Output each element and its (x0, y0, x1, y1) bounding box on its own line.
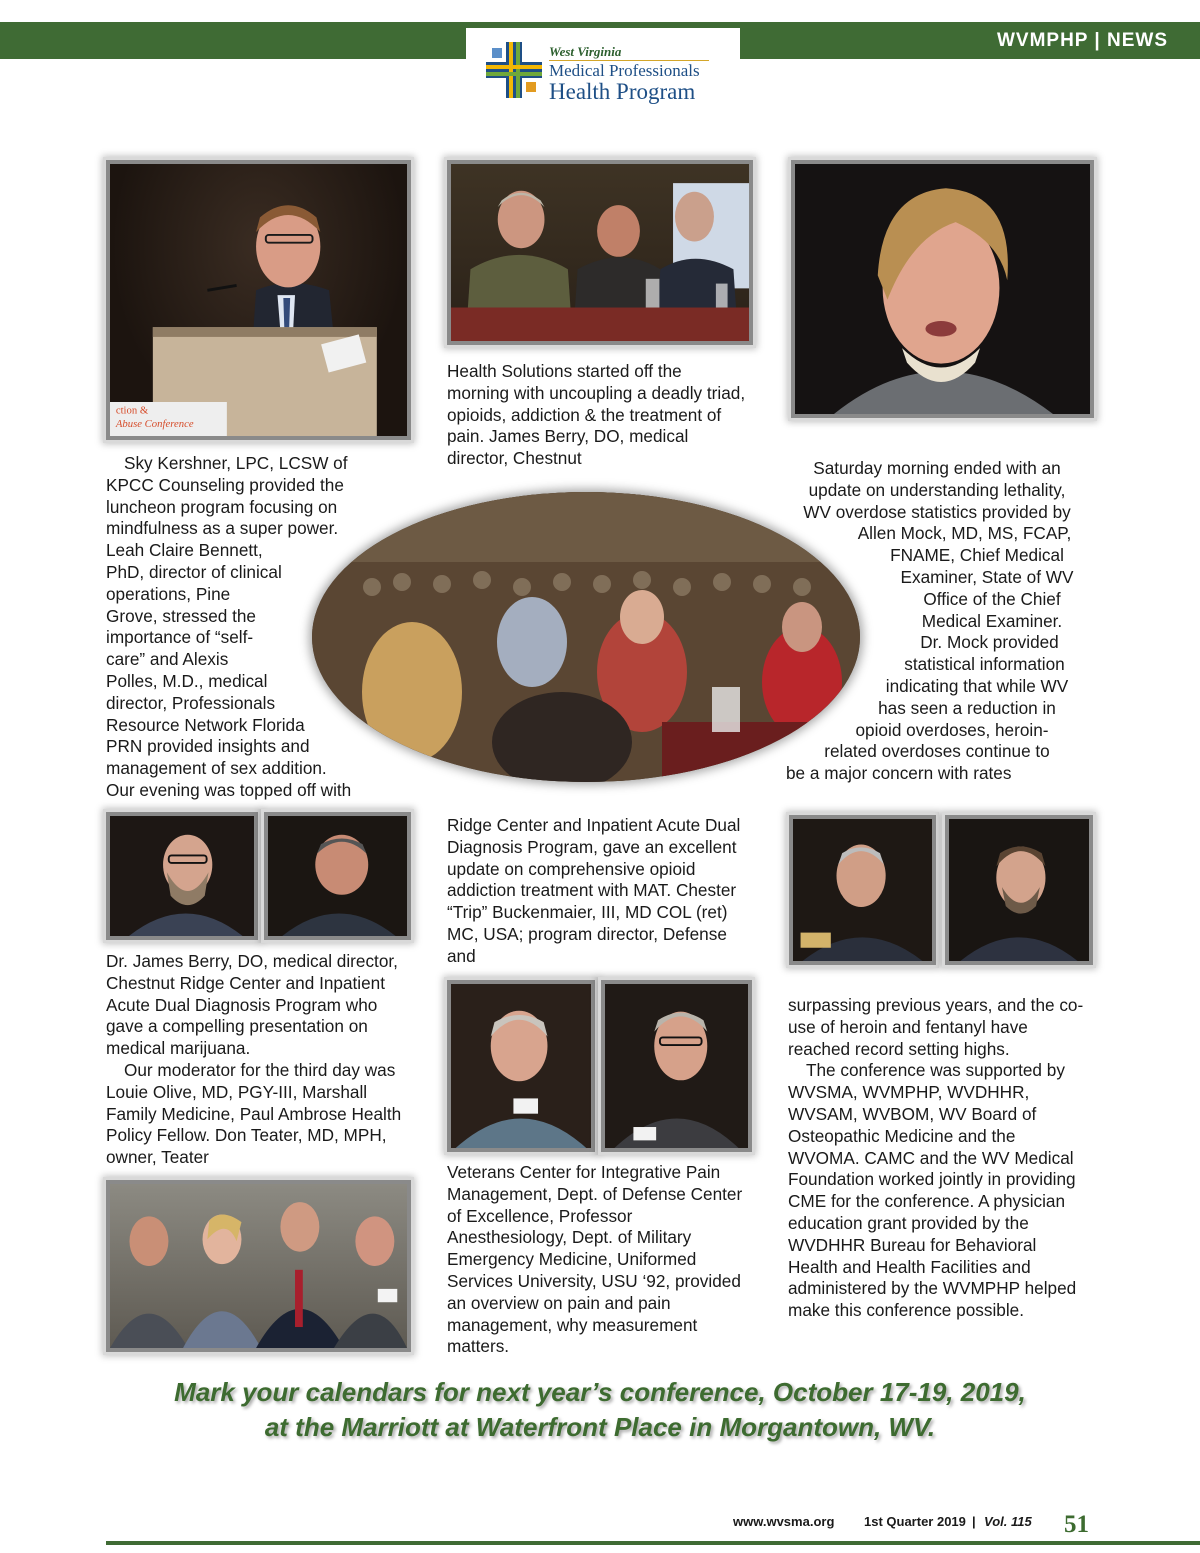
footer-quarter: 1st Quarter 2019 (864, 1514, 966, 1529)
text-line: indicating that while WV (885, 675, 1069, 696)
text-line: Medical Examiner. (921, 610, 1063, 631)
text-line: statistical information (904, 654, 1065, 675)
paragraph: The conference was supported by WVSMA, WVMPHP, WVDHHR, WVSAM, WVBOM, WV Board of Osteopathic Medicine and the WVOMA. CAMC and the WV Medical Foundation worked jointly in providing CME for the conference. A physician education grant provided by the WVDHHR Bureau for Behavioral Health and Health Facilities and administered by the WVMPHP helped make this conference possible. (788, 1060, 1077, 1321)
wvmphp-logo (466, 28, 740, 106)
section-label: WVMPHP | NEWS (996, 30, 1168, 51)
text-line: operations, Pine (106, 583, 231, 604)
text-line: KPCC Counseling provided the (106, 474, 344, 495)
text-line: Allen Mock, MD, MS, FCAP, (857, 523, 1072, 544)
text-line: PhD, director of clinical (106, 561, 282, 582)
logo-line-2: Medical Professionals (549, 61, 700, 80)
text-line: director, Professionals (106, 692, 276, 713)
text-line: management of sex addition. (106, 758, 327, 779)
text-line: FNAME, Chief Medical (890, 545, 1064, 566)
photo-speaker-podium (106, 160, 411, 440)
middle-column-bottom-text: Veterans Center for Integrative Pain Management, Dept. of Defense Center of Excellence, Professor Anesthesiology, Dept. of Military Emergency Medicine, Uniformed Services University, USU ‘92, provided an overview on pain and pain management, why measurement matters. (447, 1162, 743, 1357)
footer-website: www.wvsma.org (733, 1514, 835, 1529)
text-line: Examiner, State of WV (900, 566, 1074, 587)
text-line: be a major concern with rates (786, 763, 1012, 784)
photo-james-berry (106, 812, 258, 940)
photo-speaker-beard (945, 815, 1093, 965)
middle-column-mid-text: Ridge Center and Inpatient Acute Dual Diagnosis Program, gave an excellent update on comprehensive opioid addiction treatment with MAT. Chester “Trip” Buckenmaier, III, MD COL (ret) MC, USA; program director, Defense and (447, 815, 741, 966)
next-conference-callout (0, 1375, 1200, 1445)
text-line: related overdoses continue to (824, 741, 1050, 762)
text-line: Resource Network Florida (106, 714, 305, 735)
text-line: update on understanding lethality, (808, 479, 1066, 500)
podium-sign-text-1: ction & (115, 404, 149, 417)
callout-line-2: at the Marriott at Waterfront Place in Morgantown, WV. (264, 1412, 936, 1442)
photo-senator-speaking (791, 160, 1094, 418)
text-line: Saturday morning ended with an (813, 458, 1061, 478)
logo-line-3: Health Program (549, 79, 696, 104)
text-line: Grove, stressed the (106, 605, 256, 626)
text-line: Polles, M.D., medical (106, 670, 268, 691)
paragraph: Dr. James Berry, DO, medical director, Chestnut Ridge Center and Inpatient Acute Dual Diagnosis Program who gave a compelling presentation on medical marijuana. (106, 951, 398, 1059)
text-line: WV overdose statistics provided by (803, 501, 1071, 522)
right-column-bottom-text (788, 995, 1088, 1322)
callout-line-1: Mark your calendars for next year’s conference, October 17-19, 2019, (174, 1377, 1026, 1407)
text-line: luncheon program focusing on (106, 496, 338, 517)
photo-conference-audience (312, 492, 860, 782)
text-line: Dr. Mock provided (920, 632, 1059, 653)
photo-dr-mock (789, 815, 936, 965)
footer-separator: | (972, 1514, 976, 1529)
paragraph: Our moderator for the third day was Louie Olive, MD, PGY-III, Marshall Family Medicine, Paul Ambrose Health Policy Fellow. Don Teater, MD, MPH, owner, Teater (106, 1059, 402, 1168)
podium-sign-text-2: Abuse Conference (115, 418, 194, 431)
photo-panel-discussion (447, 160, 753, 345)
photo-don-teater (264, 812, 411, 940)
left-column-bottom-text (106, 951, 406, 1169)
middle-column-top-text: Health Solutions started off the morning with uncoupling a deadly triad, opioids, addiction & the treatment of pain. James Berry, DO, medical director, Chestnut (447, 361, 746, 469)
text-line: mindfulness as a super power. (106, 518, 339, 539)
footer-volume: Vol. 115 (984, 1514, 1032, 1529)
text-line: care” and Alexis (106, 649, 229, 670)
logo-cross-icon (486, 42, 542, 98)
text-line: Our evening was topped off with (106, 779, 352, 800)
logo-state: West Virginia (549, 44, 709, 61)
text-line: Office of the Chief (923, 588, 1061, 609)
photo-group-four (106, 1180, 411, 1352)
text-line: Sky Kershner, LPC, LCSW of (124, 453, 348, 473)
footer-rule (106, 1541, 1200, 1545)
paragraph: surpassing previous years, and the co-use of heroin and fentanyl have reached record setting highs. (788, 995, 1084, 1059)
text-line: Leah Claire Bennett, (106, 540, 263, 561)
page-number: 51 (1064, 1511, 1089, 1538)
text-line: has seen a reduction in (878, 697, 1056, 718)
photo-allen-mock-speaker (601, 980, 752, 1152)
photo-chester-buckenmaier (447, 980, 595, 1152)
text-line: PRN provided insights and (106, 736, 310, 757)
text-line: opioid overdoses, heroin- (855, 719, 1049, 740)
text-line: importance of “self- (106, 627, 254, 648)
